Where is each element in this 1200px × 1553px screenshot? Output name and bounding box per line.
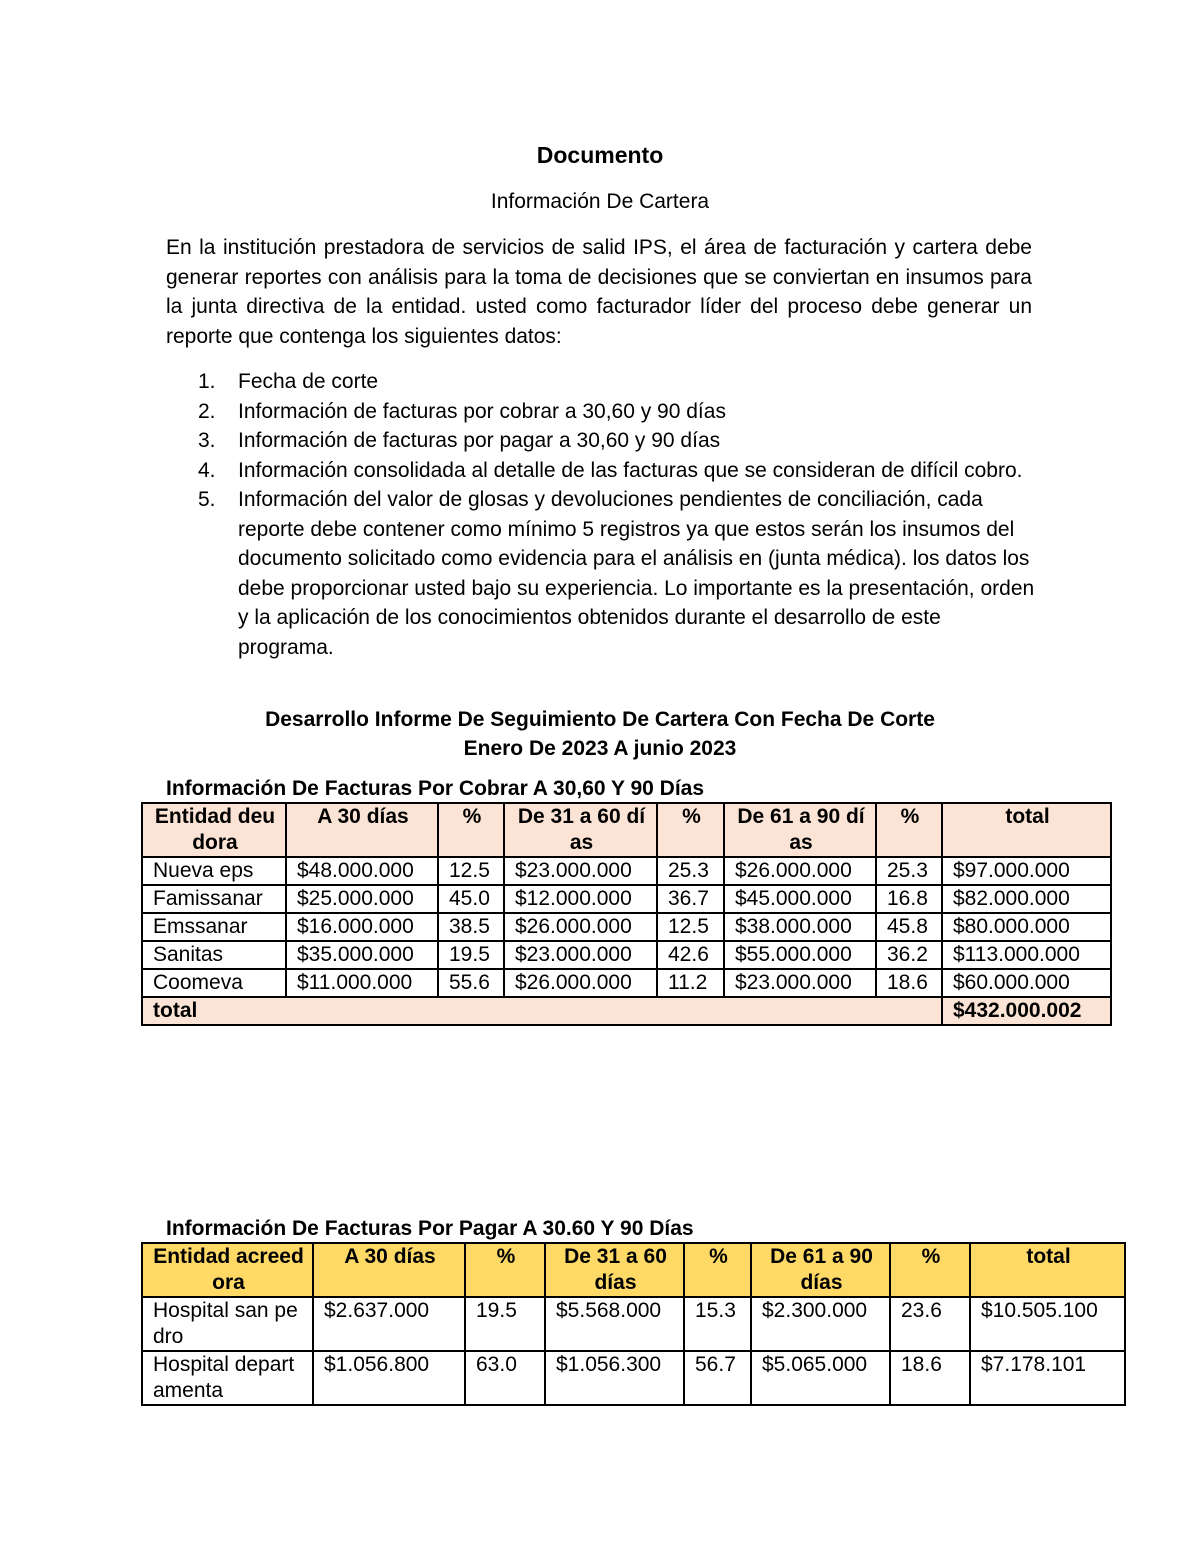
list-item-text: Información de facturas por cobrar a 30,60 y 90 días — [238, 399, 726, 423]
table-cell: $113.000.000 — [942, 941, 1111, 969]
list-item-text: Información consolidada al detalle de las facturas que se consideran de difícil cobro. — [238, 458, 1023, 482]
table-cell: $12.000.000 — [504, 885, 657, 913]
requirements-list — [198, 367, 1038, 662]
table-cell: 25.3 — [876, 857, 942, 885]
column-header: total — [942, 803, 1111, 857]
table-row — [142, 1297, 1125, 1351]
table-cell: $35.000.000 — [286, 941, 438, 969]
cobrar-table — [141, 802, 1112, 1026]
table-cell: 36.2 — [876, 941, 942, 969]
column-header: A 30 días — [313, 1243, 465, 1297]
table-cell: 36.7 — [657, 885, 724, 913]
table-cell: 25.3 — [657, 857, 724, 885]
cobrar-header-row — [142, 803, 1111, 857]
table-cell: 19.5 — [465, 1297, 545, 1351]
list-item — [198, 456, 1038, 486]
pagar-section-title: Información De Facturas Por Pagar A 30.60 Y 90 Días — [166, 1217, 694, 1240]
total-value: $432.000.002 — [942, 997, 1111, 1025]
document-title: Documento — [536, 142, 664, 168]
table-cell: 18.6 — [890, 1351, 970, 1405]
column-header: Entidad acreedora — [142, 1243, 313, 1297]
document-subtitle: Información De Cartera — [490, 190, 710, 213]
column-header: % — [876, 803, 942, 857]
list-item-text: Fecha de corte — [238, 370, 379, 393]
list-item — [198, 397, 1038, 427]
table-cell: 45.0 — [438, 885, 504, 913]
table-cell: $10.505.100 — [970, 1297, 1125, 1351]
list-item-number: 3. — [198, 429, 216, 452]
table-cell: Hospital departamenta — [142, 1351, 313, 1405]
table-cell: $80.000.000 — [942, 913, 1111, 941]
report-title-line2: Enero De 2023 A junio 2023 — [463, 737, 737, 760]
table-cell: $23.000.000 — [504, 857, 657, 885]
table-cell: $23.000.000 — [504, 941, 657, 969]
table-cell: 12.5 — [657, 913, 724, 941]
table-cell: Sanitas — [142, 941, 286, 969]
table-cell: Hospital san pedro — [142, 1297, 313, 1351]
table-cell: Emssanar — [142, 913, 286, 941]
column-header: total — [970, 1243, 1125, 1297]
table-cell: $82.000.000 — [942, 885, 1111, 913]
list-item-number: 4. — [198, 458, 216, 482]
column-header: De 61 a 90 días — [724, 803, 876, 857]
table-cell: $97.000.000 — [942, 857, 1111, 885]
table-cell: Famissanar — [142, 885, 286, 913]
table-cell: 15.3 — [684, 1297, 751, 1351]
table-cell: 19.5 — [438, 941, 504, 969]
list-item-number: 2. — [198, 399, 216, 423]
table-cell: $38.000.000 — [724, 913, 876, 941]
list-item-text: Información de facturas por pagar a 30,60 y 90 días — [238, 429, 721, 452]
column-header: De 61 a 90 días — [751, 1243, 890, 1297]
table-row — [142, 885, 1111, 913]
table-cell: $5.065.000 — [751, 1351, 890, 1405]
column-header: % — [438, 803, 504, 857]
table-cell: $7.178.101 — [970, 1351, 1125, 1405]
table-cell: 42.6 — [657, 941, 724, 969]
table-cell: $48.000.000 — [286, 857, 438, 885]
list-item-number: 1. — [198, 370, 216, 393]
table-cell: $55.000.000 — [724, 941, 876, 969]
table-cell: 63.0 — [465, 1351, 545, 1405]
table-cell: Coomeva — [142, 969, 286, 997]
table-cell: 55.6 — [438, 969, 504, 997]
table-cell: 11.2 — [657, 969, 724, 997]
table-cell: 18.6 — [876, 969, 942, 997]
table-cell: $2.300.000 — [751, 1297, 890, 1351]
table-cell: $16.000.000 — [286, 913, 438, 941]
table-row — [142, 969, 1111, 997]
table-cell: 38.5 — [438, 913, 504, 941]
column-header: % — [684, 1243, 751, 1297]
list-item — [198, 367, 1038, 397]
table-cell: $26.000.000 — [504, 969, 657, 997]
table-cell: $5.568.000 — [545, 1297, 684, 1351]
list-item-text: Información del valor de glosas y devoluciones pendientes de conciliación, cada reporte debe contener como mínimo 5 registros ya que estos serán los insumos del documento solicitado como evidencia para el análisis en (junta médica). los datos los debe proporcionar usted bajo su experiencia. Lo importante es la presentación, orden y la aplicación de los conocimientos obtenidos durante el desarrollo de este programa. — [238, 488, 1035, 659]
intro-paragraph: En la institución prestadora de servicios de salid IPS, el área de facturación y cartera debe generar reportes con análisis para la toma de decisiones que se conviertan en insumos para la junta directiva de la entidad. usted como facturador líder del proceso debe generar un reporte que contenga los siguientes datos: — [166, 236, 1032, 348]
table-row — [142, 857, 1111, 885]
column-header: % — [465, 1243, 545, 1297]
table-row — [142, 941, 1111, 969]
table-cell: 45.8 — [876, 913, 942, 941]
column-header: % — [657, 803, 724, 857]
table-cell: Nueva eps — [142, 857, 286, 885]
report-title-line1: Desarrollo Informe De Seguimiento De Cartera Con Fecha De Corte — [265, 708, 935, 731]
table-cell: $45.000.000 — [724, 885, 876, 913]
table-cell: 56.7 — [684, 1351, 751, 1405]
table-cell: 12.5 — [438, 857, 504, 885]
report-title — [0, 705, 1200, 763]
table-cell: $26.000.000 — [724, 857, 876, 885]
list-item-number: 5. — [198, 488, 216, 511]
table-row — [142, 913, 1111, 941]
column-header: De 31 a 60 días — [504, 803, 657, 857]
table-cell: $1.056.800 — [313, 1351, 465, 1405]
column-header: Entidad deudora — [142, 803, 286, 857]
column-header: De 31 a 60 días — [545, 1243, 684, 1297]
total-row — [142, 997, 1111, 1025]
column-header: A 30 días — [286, 803, 438, 857]
table-cell: $1.056.300 — [545, 1351, 684, 1405]
table-cell: $2.637.000 — [313, 1297, 465, 1351]
table-cell: $60.000.000 — [942, 969, 1111, 997]
total-label: total — [142, 997, 942, 1025]
list-item — [198, 426, 1038, 456]
list-item — [198, 485, 1038, 662]
table-cell: 16.8 — [876, 885, 942, 913]
column-header: % — [890, 1243, 970, 1297]
table-cell: $11.000.000 — [286, 969, 438, 997]
pagar-table — [141, 1242, 1126, 1406]
pagar-header-row — [142, 1243, 1125, 1297]
table-cell: $23.000.000 — [724, 969, 876, 997]
table-row — [142, 1351, 1125, 1405]
table-cell: $25.000.000 — [286, 885, 438, 913]
cobrar-section-title: Información De Facturas Por Cobrar A 30,60 Y 90 Días — [166, 777, 705, 800]
table-cell: 23.6 — [890, 1297, 970, 1351]
table-cell: $26.000.000 — [504, 913, 657, 941]
